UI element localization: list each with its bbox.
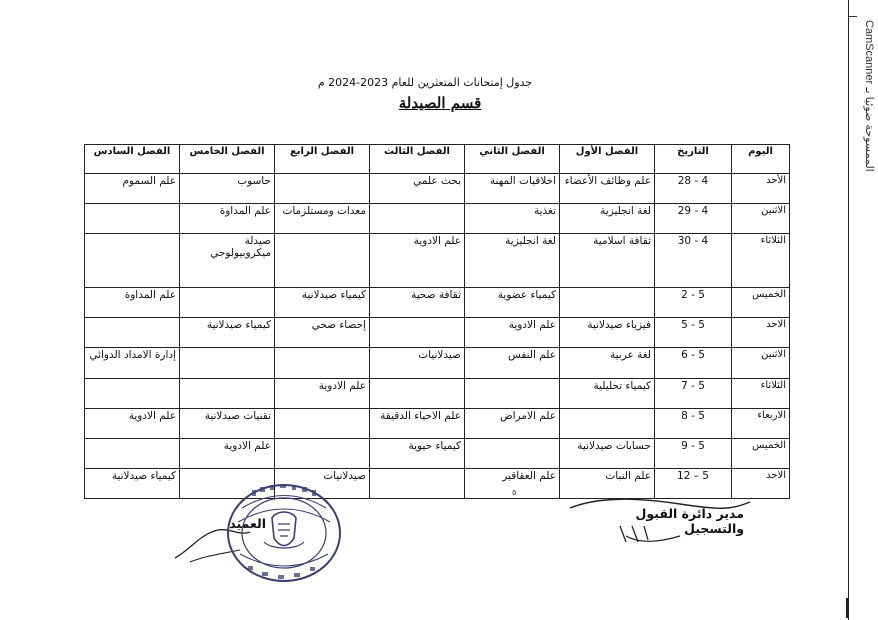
cell-subject-s3: علم الاحياء الدقيقة: [370, 408, 465, 438]
table-row: [85, 408, 790, 438]
cell-subject-s3: [370, 468, 465, 498]
header-day: اليوم: [732, 145, 790, 174]
cell-subject-s1: [560, 288, 655, 318]
cell-day: الأحد: [732, 174, 790, 204]
cell-subject-s5: حاسوب: [180, 174, 275, 204]
cell-subject-s6: علم السموم: [85, 174, 180, 204]
scan-edge-line: [848, 0, 849, 620]
cell-subject-s6: [85, 378, 180, 408]
cell-day: الثلاثاء: [732, 378, 790, 408]
cell-subject-s4: كيمياء صيدلانية: [275, 288, 370, 318]
document-title: جدول إمتحانات المتعثرين للعام 2023-2024 م: [317, 76, 533, 89]
cell-date: 7 - 5: [655, 378, 732, 408]
cell-subject-s2: علم الادوية: [465, 318, 560, 348]
cell-subject-s3: [370, 318, 465, 348]
cell-subject-s2: كيمياء عضوية: [465, 288, 560, 318]
cell-date: 28 - 4: [655, 174, 732, 204]
header-semester-2: الفصل الثاني: [465, 145, 560, 174]
cell-day: الثلاثاء: [732, 234, 790, 288]
cell-subject-s3: صيدلانيات: [370, 348, 465, 378]
table-row: [85, 234, 790, 288]
cell-subject-s3: [370, 204, 465, 234]
cell-subject-s5: [180, 348, 275, 378]
table-row: [85, 348, 790, 378]
page-mark: ٥: [512, 488, 517, 497]
cell-day: الاثنين: [732, 348, 790, 378]
cell-subject-s1: [560, 408, 655, 438]
cell-date: 2 - 5: [655, 288, 732, 318]
cell-subject-s5: تقنيات صيدلانية: [180, 408, 275, 438]
table-row: [85, 318, 790, 348]
cell-subject-s4: [275, 234, 370, 288]
header-semester-1: الفصل الأول: [560, 145, 655, 174]
header-date: التاريخ: [655, 145, 732, 174]
cell-date: 12 – 5: [655, 468, 732, 498]
cell-subject-s4: [275, 438, 370, 468]
cell-subject-s6: [85, 234, 180, 288]
cell-subject-s6: [85, 438, 180, 468]
cell-subject-s1: كيمياء تحليلية: [560, 378, 655, 408]
exam-schedule-table: [84, 144, 790, 499]
table-row: [85, 174, 790, 204]
header-semester-5: الفصل الخامس: [180, 145, 275, 174]
table-row: [85, 204, 790, 234]
cell-subject-s1: ثقافة اسلامية: [560, 234, 655, 288]
cell-subject-s1: لغة انجليزية: [560, 204, 655, 234]
cell-day: الاثنين: [732, 204, 790, 234]
cell-subject-s5: [180, 288, 275, 318]
cell-subject-s4: معدات ومستلزمات: [275, 204, 370, 234]
cell-date: 8 - 5: [655, 408, 732, 438]
cell-subject-s4: صيدلانيات: [275, 468, 370, 498]
table-row: [85, 438, 790, 468]
cell-day: الخميس: [732, 438, 790, 468]
cell-subject-s2: اخلاقيات المهنة: [465, 174, 560, 204]
cell-subject-s5: علم الادوية: [180, 438, 275, 468]
department-title: قسم الصيدلة: [398, 94, 482, 112]
cell-subject-s6: كيمياء صيدلانية: [85, 468, 180, 498]
cell-subject-s5: صيدلة ميكروبيولوجي: [180, 234, 275, 288]
cell-subject-s1: علم وظائف الأعضاء: [560, 174, 655, 204]
cell-subject-s4: إحصاء صحي: [275, 318, 370, 348]
table-header-row: [85, 145, 790, 174]
cell-subject-s2: علم النفس: [465, 348, 560, 378]
cell-subject-s1: حسابات صيدلانية: [560, 438, 655, 468]
cell-day: الاربعاء: [732, 408, 790, 438]
cell-day: الاحد: [732, 318, 790, 348]
cell-subject-s3: ثقافة صحية: [370, 288, 465, 318]
registrar-signature-label: مدير دائرة القبول والتسجيل: [635, 506, 744, 536]
camscanner-watermark: CamScanner الممسوحة ضوئيا بـ: [863, 20, 875, 172]
cell-date: 29 - 4: [655, 204, 732, 234]
cell-date: 5 - 5: [655, 318, 732, 348]
cell-subject-s3: علم الادوية: [370, 234, 465, 288]
cell-subject-s6: [85, 204, 180, 234]
header-semester-3: الفصل الثالث: [370, 145, 465, 174]
cell-subject-s3: بحث علمي: [370, 174, 465, 204]
cell-subject-s6: علم الادوية: [85, 408, 180, 438]
cell-subject-s2: [465, 438, 560, 468]
cell-subject-s1: علم النبات: [560, 468, 655, 498]
table-row: [85, 288, 790, 318]
cell-subject-s2: [465, 378, 560, 408]
cell-day: الخميس: [732, 288, 790, 318]
table-row: [85, 468, 790, 498]
cell-subject-s4: [275, 174, 370, 204]
cell-subject-s2: لغة انجليزية: [465, 234, 560, 288]
dean-signature-label: العميد: [229, 516, 266, 531]
scan-edge-mark: [846, 598, 849, 618]
scan-edge-tick: [849, 16, 857, 17]
cell-subject-s5: علم المداوة: [180, 204, 275, 234]
cell-subject-s6: [85, 318, 180, 348]
cell-subject-s5: كيمياء صيدلانية: [180, 318, 275, 348]
cell-date: 6 - 5: [655, 348, 732, 378]
cell-subject-s3: كيمياء حيوية: [370, 438, 465, 468]
cell-subject-s1: لغة عربية: [560, 348, 655, 378]
cell-subject-s3: [370, 378, 465, 408]
table-row: [85, 378, 790, 408]
cell-subject-s4: [275, 348, 370, 378]
cell-subject-s5: [180, 378, 275, 408]
cell-subject-s6: إدارة الامداد الدوائي: [85, 348, 180, 378]
cell-subject-s1: فيزياء صيدلانية: [560, 318, 655, 348]
cell-subject-s4: [275, 408, 370, 438]
cell-date: 9 - 5: [655, 438, 732, 468]
header-semester-4: الفصل الرابع: [275, 145, 370, 174]
header-semester-6: الفصل السادس: [85, 145, 180, 174]
cell-subject-s6: علم المداوة: [85, 288, 180, 318]
cell-subject-s4: علم الادوية: [275, 378, 370, 408]
cell-subject-s2: علم العقاقير: [465, 468, 560, 498]
cell-day: الاحد: [732, 468, 790, 498]
official-stamp: [222, 478, 346, 588]
cell-subject-s2: تغذية: [465, 204, 560, 234]
cell-date: 30 - 4: [655, 234, 732, 288]
cell-subject-s2: علم الامراض: [465, 408, 560, 438]
